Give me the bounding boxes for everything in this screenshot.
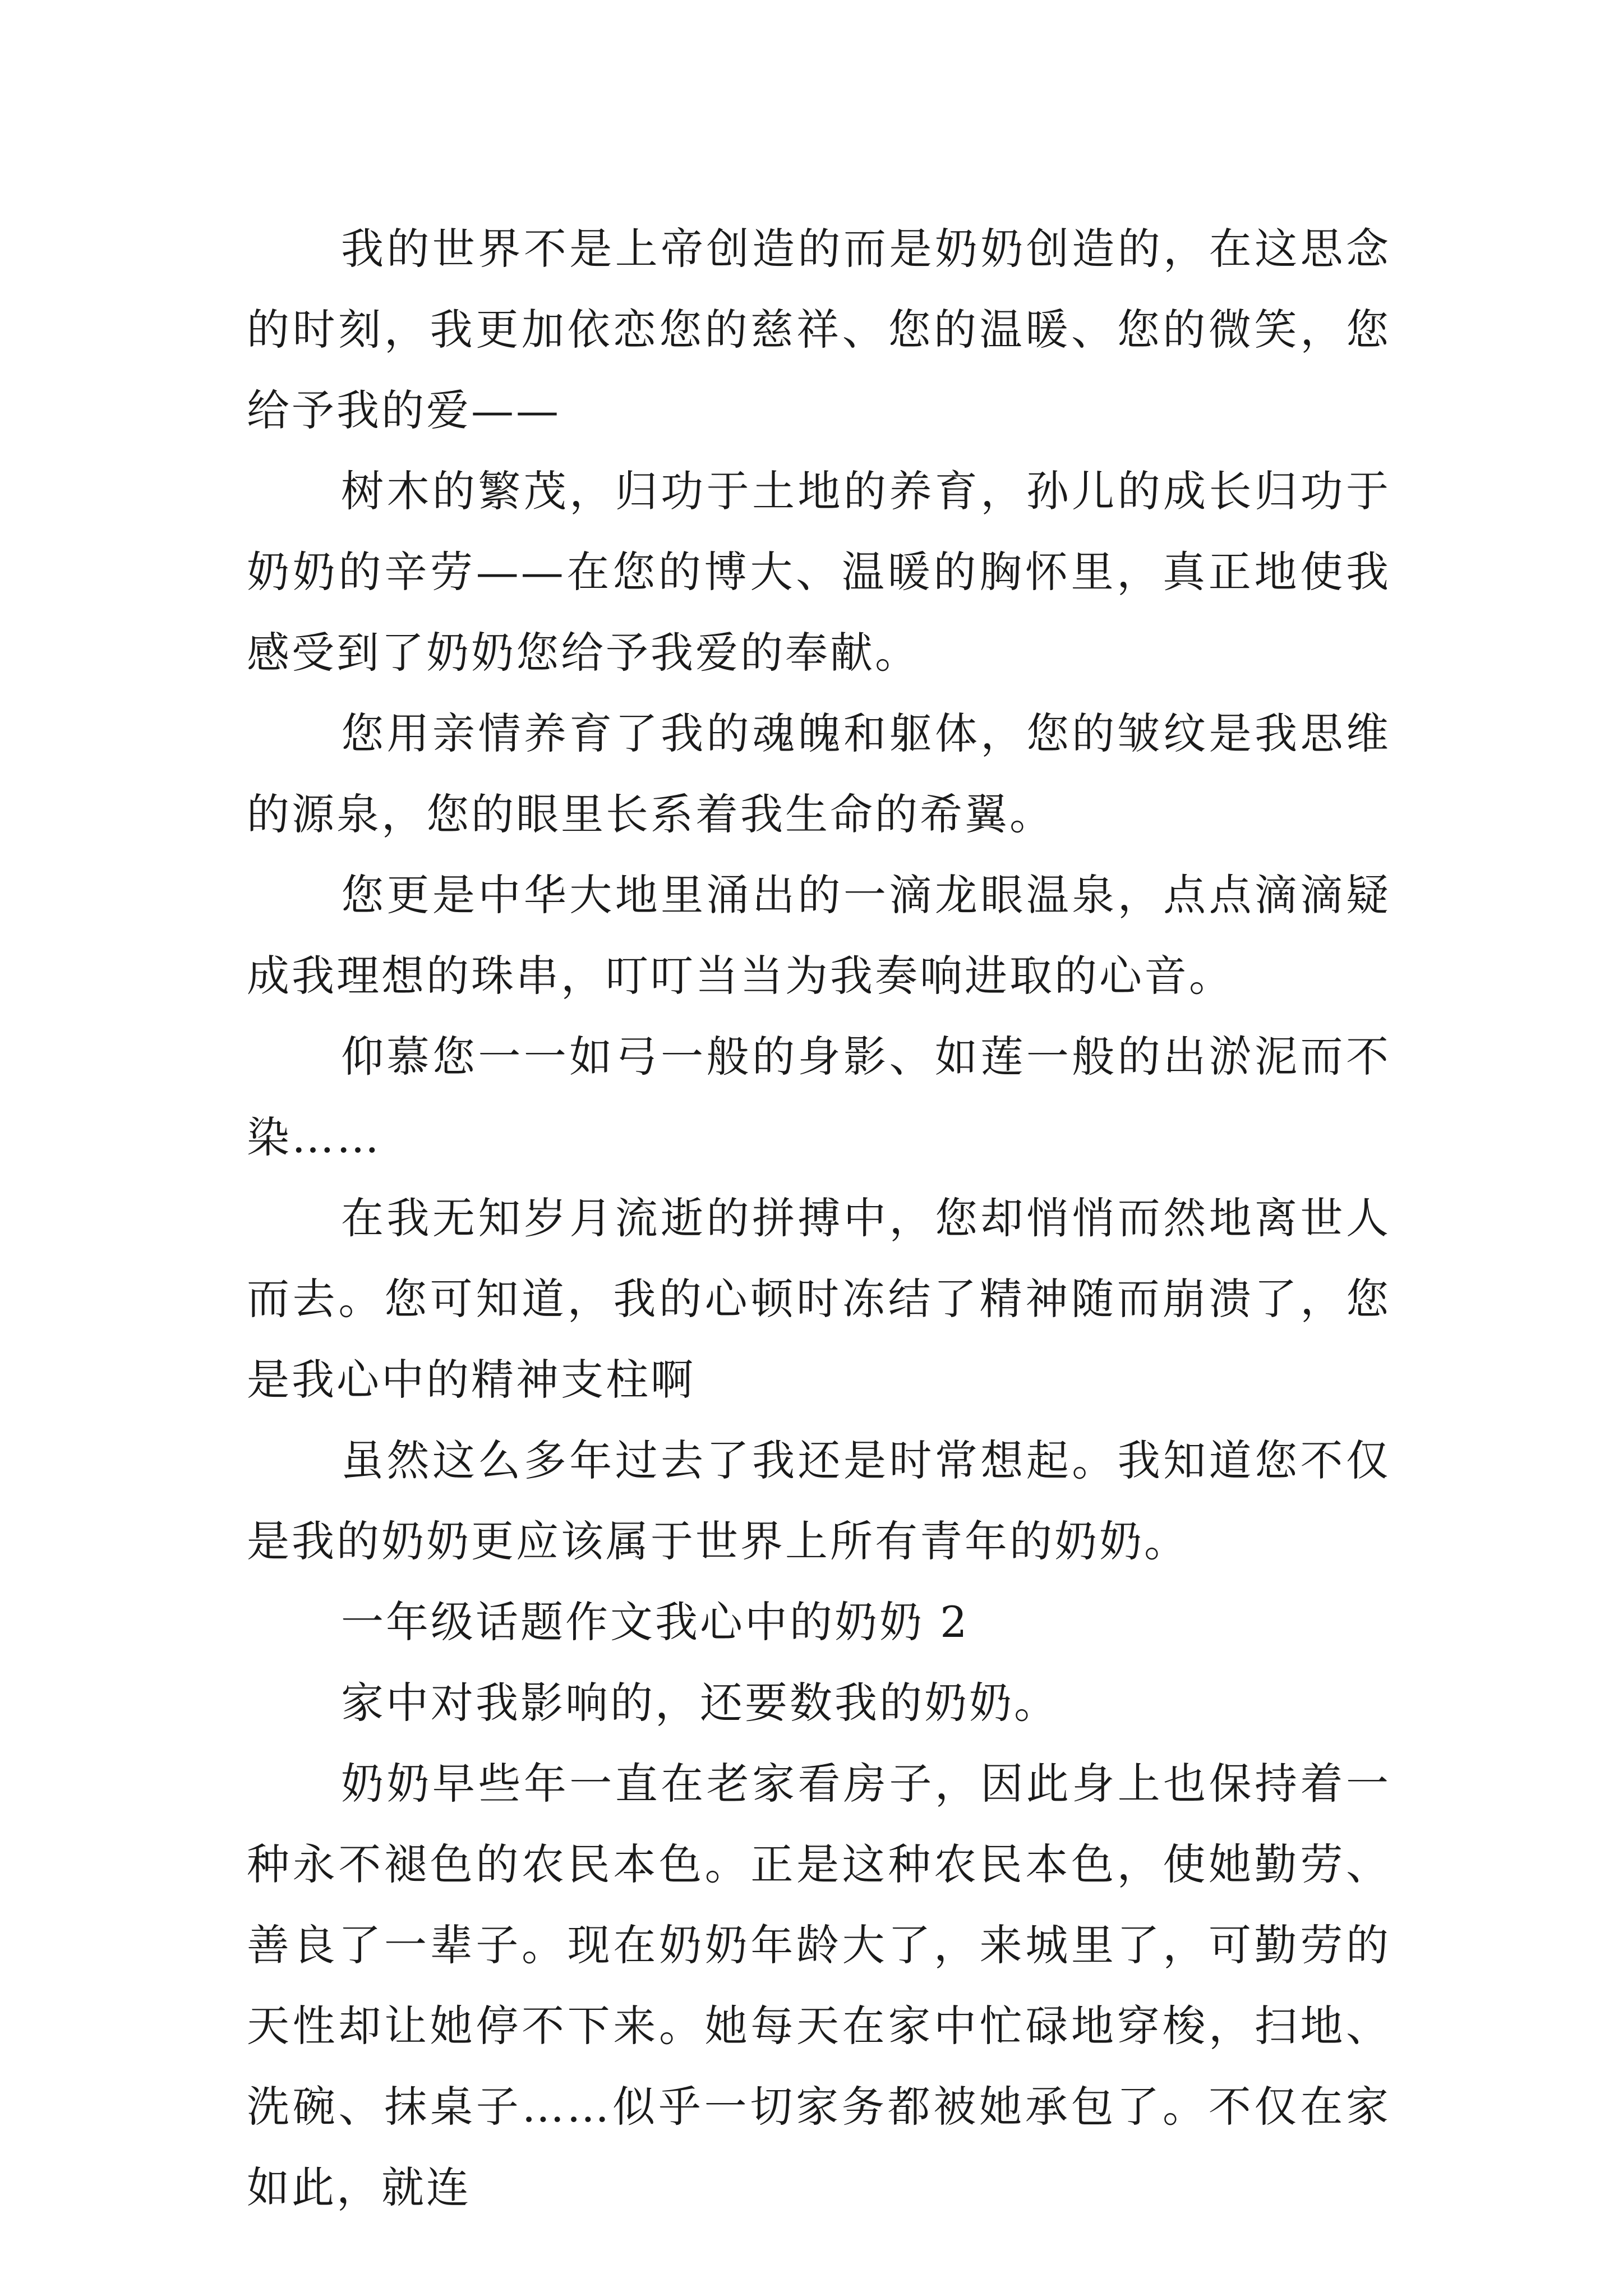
paragraph: 虽然这么多年过去了我还是时常想起。我知道您不仅是我的奶奶更应该属于世界上所有青年的奶奶。	[247, 1435, 1391, 1566]
section-heading: 一年级话题作文我心中的奶奶 2	[341, 1597, 970, 1647]
paragraph: 在我无知岁月流逝的拼搏中，您却悄悄而然地离世人而去。您可知道，我的心顿时冻结了精神随而崩溃了，您是我心中的精神支柱啊	[247, 1193, 1391, 1405]
paragraph: 您用亲情养育了我的魂魄和躯体，您的皱纹是我思维的源泉，您的眼里长系着我生命的希翼。	[247, 708, 1391, 839]
paragraph: 您更是中华大地里涌出的一滴龙眼温泉，点点滴滴疑成我理想的珠串，叮叮当当为我奏响进取的心音。	[247, 870, 1391, 1001]
paragraph: 奶奶早些年一直在老家看房子，因此身上也保持着一种永不褪色的农民本色。正是这种农民本色，使她勤劳、善良了一辈子。现在奶奶年龄大了，来城里了，可勤劳的天性却让她停不下来。她每天在家中忙碌地穿梭，扫地、洗碗、抹桌子……似乎一切家务都被她承包了。不仅在家如此，就连	[247, 1759, 1391, 2212]
paragraph: 家中对我影响的，还要数我的奶奶。	[341, 1678, 1059, 1728]
paragraph: 仰慕您一一如弓一般的身影、如莲一般的出淤泥而不染……	[247, 1032, 1391, 1162]
paragraph: 我的世界不是上帝创造的而是奶奶创造的，在这思念的时刻，我更加依恋您的慈祥、您的温暖、您的微笑，您给予我的爱——	[247, 224, 1391, 435]
document-body	[247, 209, 1391, 2228]
paragraph: 树木的繁茂，归功于土地的养育，孙儿的成长归功于奶奶的辛劳——在您的博大、温暖的胸怀里，真正地使我感受到了奶奶您给予我爱的奉献。	[247, 466, 1391, 678]
